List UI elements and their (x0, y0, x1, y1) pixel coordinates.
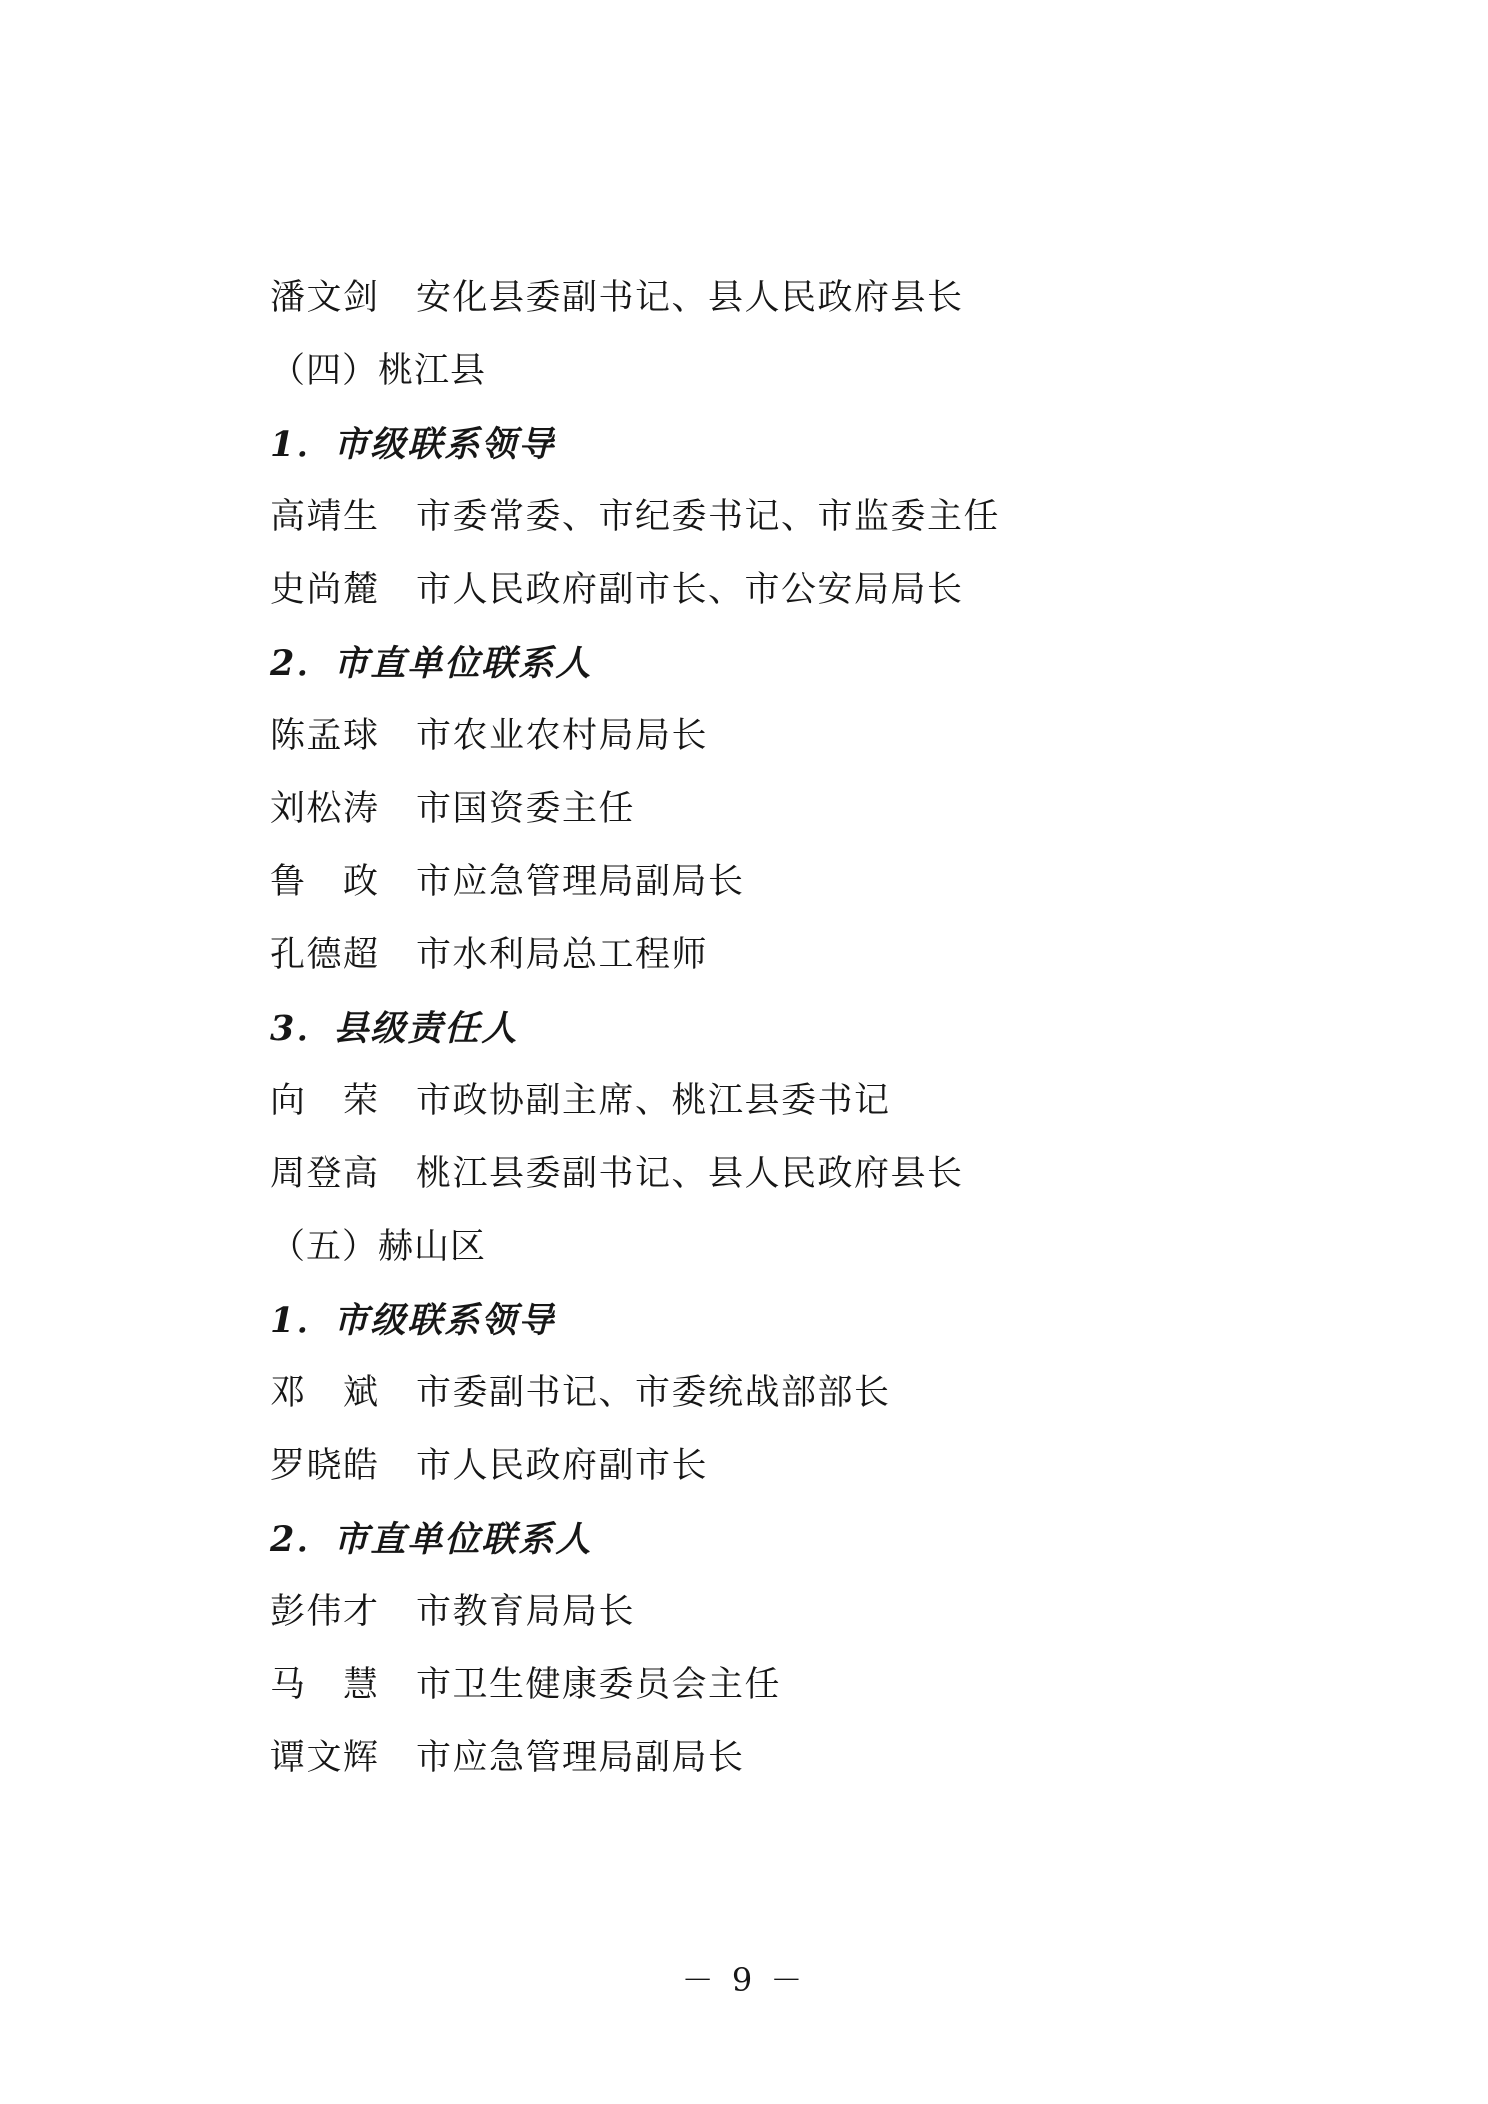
text-line: 鲁 政 市应急管理局副局长 (270, 862, 745, 902)
text-line: （五）赫山区 (270, 1227, 487, 1267)
text-line: 2．市直单位联系人 (270, 643, 593, 684)
text-line: 罗晓皓 市人民政府副市长 (270, 1446, 709, 1486)
text-line: （四）桃江县 (270, 351, 487, 391)
text-line: 刘松涛 市国资委主任 (270, 789, 636, 829)
text-line: 彭伟才 市教育局局长 (270, 1592, 636, 1632)
text-line: 孔德超 市水利局总工程师 (270, 935, 709, 975)
document-body (270, 262, 1220, 1795)
text-line: 陈孟球 市农业农村局局长 (270, 716, 709, 756)
text-line: 邓 斌 市委副书记、市委统战部部长 (270, 1373, 891, 1413)
text-line: 1．市级联系领导 (270, 424, 556, 465)
text-line: 1．市级联系领导 (270, 1300, 556, 1341)
text-line: 潘文剑 安化县委副书记、县人民政府县长 (270, 278, 964, 318)
page-number: － 9 － (681, 1961, 807, 1999)
text-line: 高靖生 市委常委、市纪委书记、市监委主任 (270, 497, 1001, 537)
text-line: 谭文辉 市应急管理局副局长 (270, 1738, 745, 1778)
text-line: 周登高 桃江县委副书记、县人民政府县长 (270, 1154, 964, 1194)
text-line: 向 荣 市政协副主席、桃江县委书记 (270, 1081, 891, 1121)
text-line: 史尚麓 市人民政府副市长、市公安局局长 (270, 570, 964, 610)
text-line: 2．市直单位联系人 (270, 1519, 593, 1560)
text-line: 3．县级责任人 (270, 1008, 519, 1049)
text-line: 马 慧 市卫生健康委员会主任 (270, 1665, 782, 1705)
